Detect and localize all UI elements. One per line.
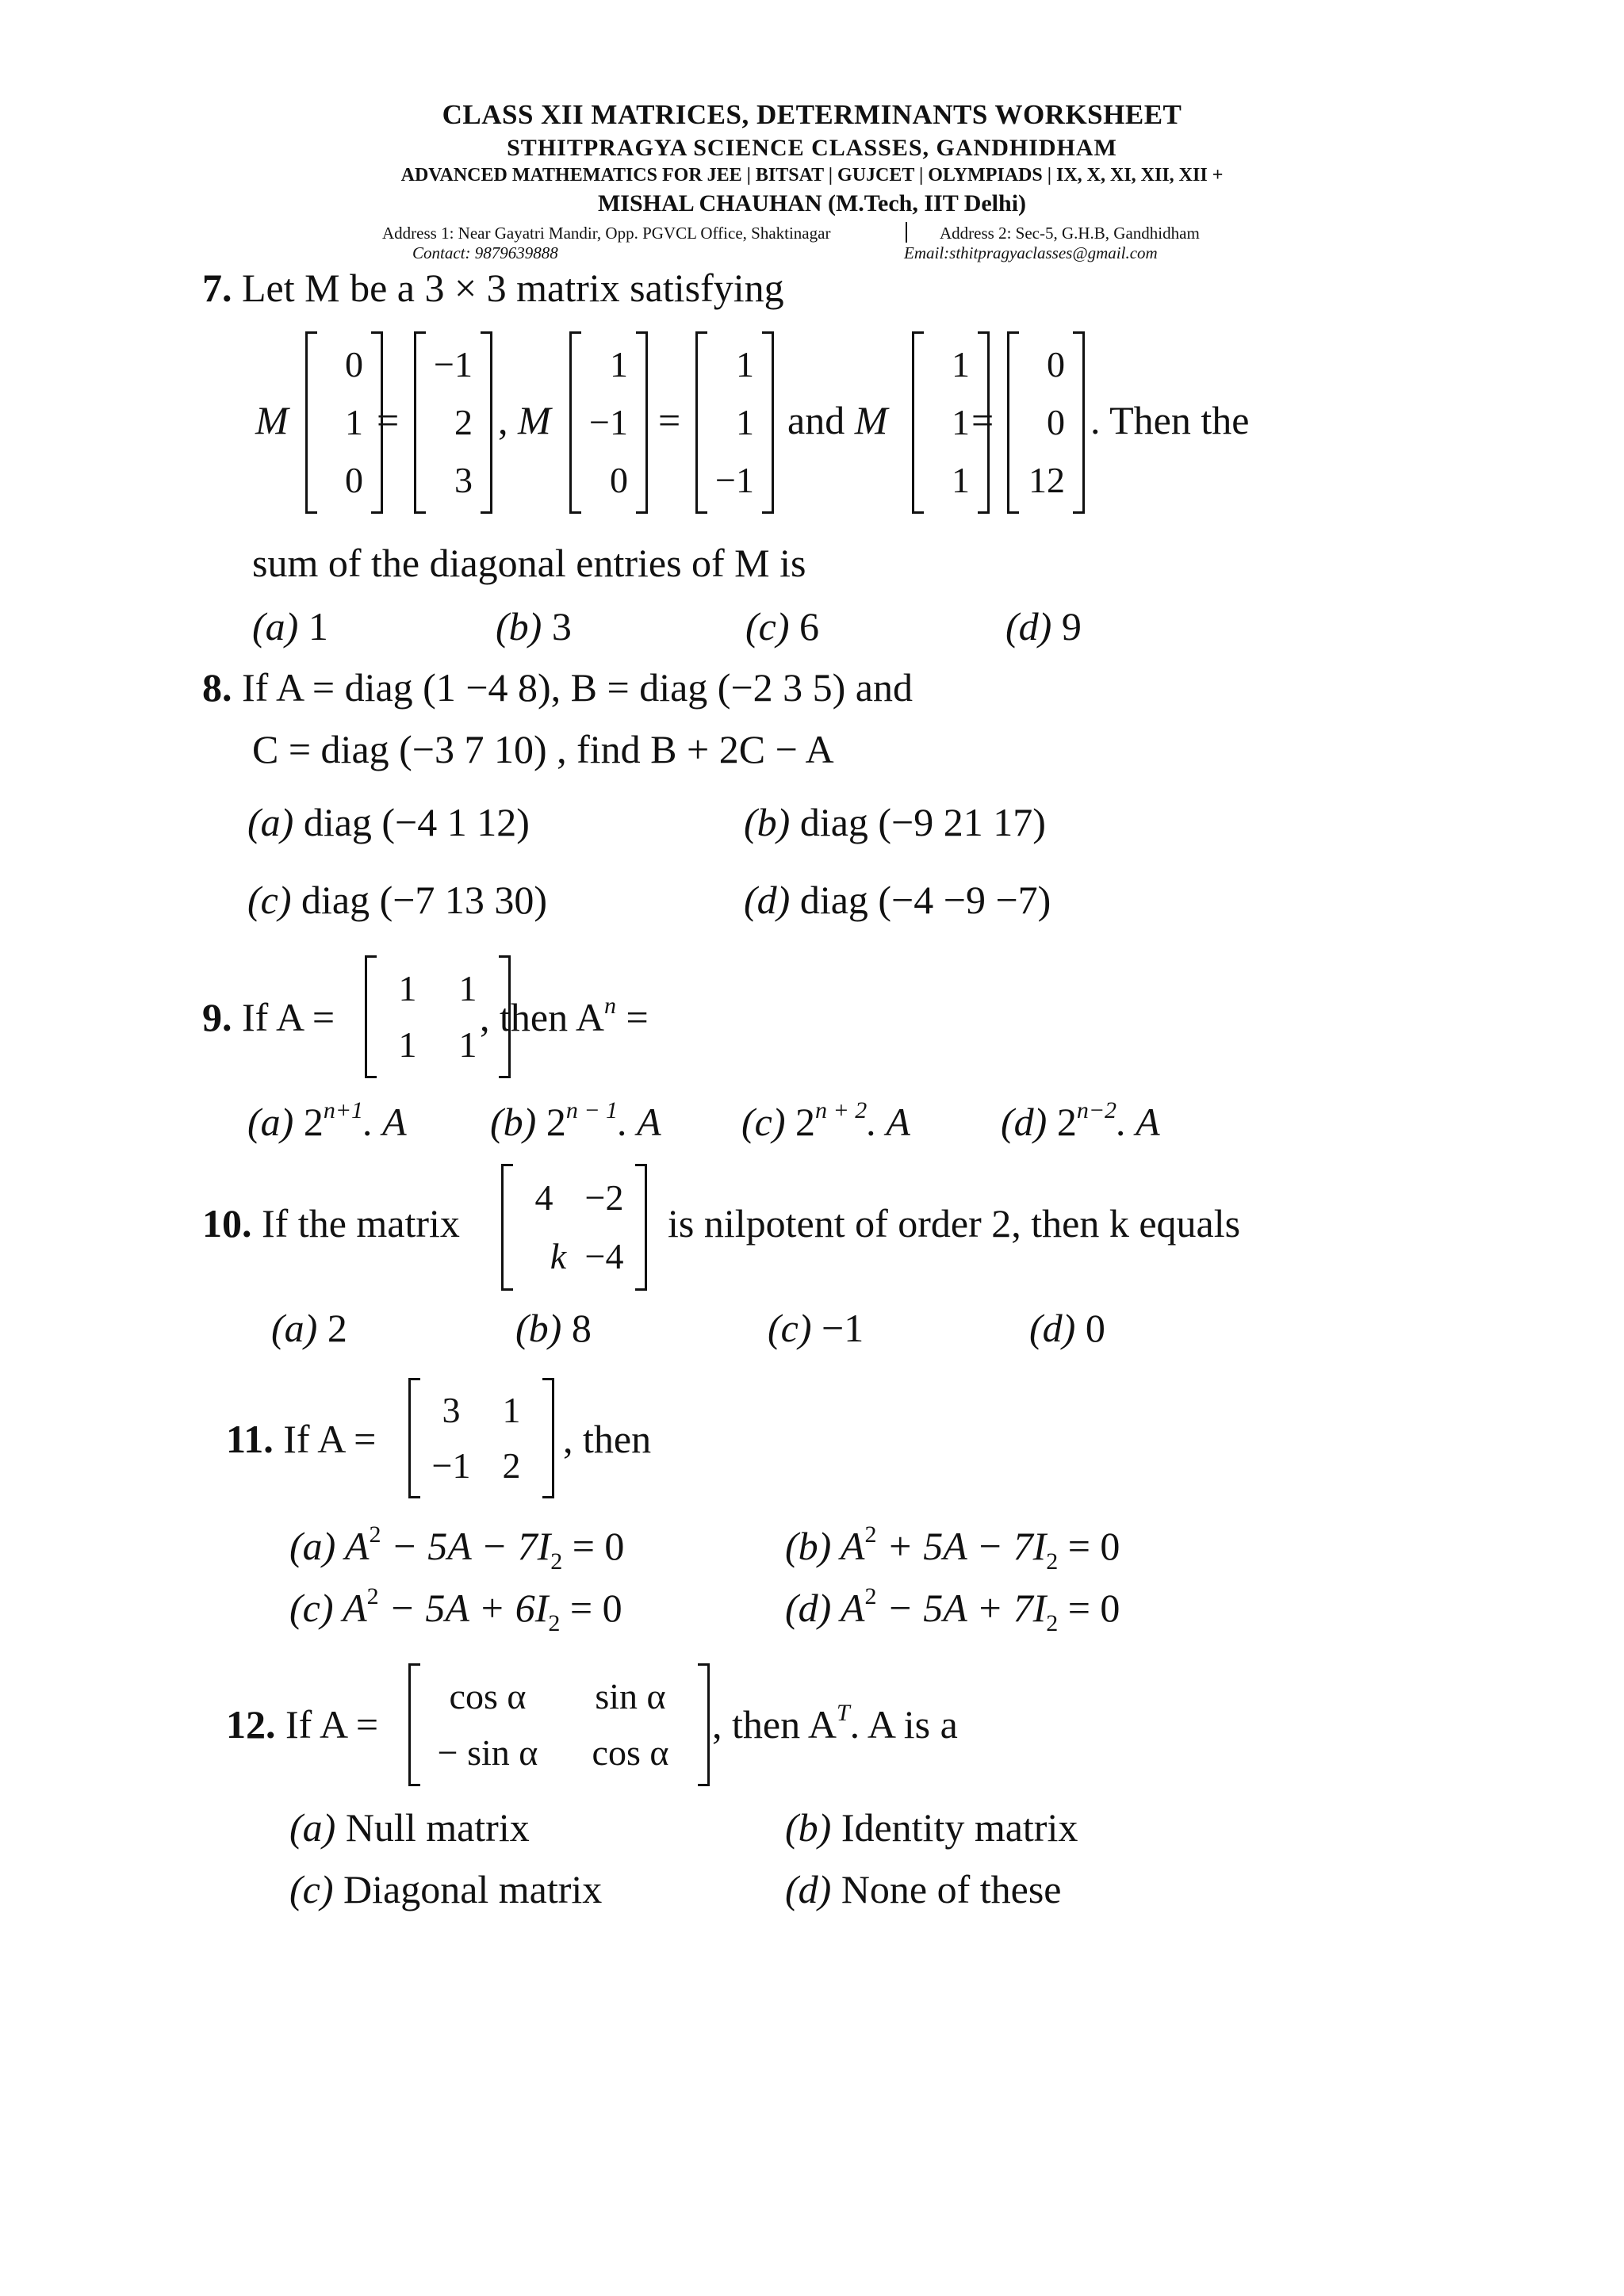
option-a: (a) $2^{n+1}$. A [247,1097,407,1144]
option-d: (d) $2^{n-2}$. A [1001,1097,1160,1144]
option-d: (d) $A^2 - 5A + 7I_2 = 0$ [785,1583,1120,1636]
option-d: (d) None of these [785,1867,1062,1911]
question-12-then: , then $A^T$. A is a [712,1700,958,1747]
tagline: ADVANCED MATHEMATICS FOR JEE | BITSAT | GUJCET | OLYMPIADS | IX, X, XI, XII, XII + [400,165,1224,186]
matrix-a: 1 1 1 1 [365,955,511,1078]
option-c: (c) Diagonal matrix [289,1867,603,1911]
column-vector-3: 1 −1 0 [569,331,648,514]
matrix-symbol-m: M [255,398,289,442]
question-number: 8. [202,665,232,710]
option-d: (d) diag (−4 −9 −7) [744,878,1051,922]
question-9-stem [202,997,335,1037]
question-number: 10. [202,1201,252,1246]
column-vector-5: 1 1 1 [912,331,990,514]
question-number: 7. [202,266,232,310]
option-b: (b) $A^2 + 5A - 7I_2 = 0$ [785,1521,1120,1575]
column-vector-6: 0 0 12 [1007,331,1085,514]
option-d: (d) 9 [1005,604,1082,649]
teacher-name: MISHAL CHAUHAN (M.Tech, IIT Delhi) [597,190,1027,216]
question-9-then: , then $A^n$ = [480,993,649,1039]
institute-name: STHITPRAGYA SCIENCE CLASSES, GANDHIDHAM [507,135,1117,161]
option-a: (a) 2 [271,1306,347,1350]
option-a: (a) 1 [252,604,328,649]
question-8-line-1 [202,665,913,710]
column-vector-1: 0 1 0 [305,331,383,514]
option-a: (a) diag (−4 1 12) [247,800,530,844]
question-8-line-2: C = diag (−3 7 10) , find B + 2C − A [252,727,834,771]
option-b: (b) diag (−9 21 17) [744,800,1046,844]
option-d: (d) 0 [1029,1306,1105,1350]
contact-phone: Contact: 9879639888 [412,243,558,262]
comma-m: , M [498,398,551,442]
contact-email: Email:sthitpragyaclasses@gmail.com [904,243,1158,262]
option-c: (c) $A^2 - 5A + 6I_2 = 0$ [289,1583,622,1636]
option-c: (c) diag (−7 13 30) [247,878,548,922]
option-a: (a) Null matrix [289,1805,530,1850]
column-vector-2: −1 2 3 [414,331,492,514]
question-7-stem [202,268,784,308]
option-b: (b) Identity matrix [785,1805,1078,1850]
option-b: (b) 8 [515,1306,592,1350]
option-c: (c) 6 [745,604,819,649]
question-7-continuation: sum of the diagonal entries of M is [252,541,806,585]
question-number: 9. [202,995,232,1039]
question-text: Let M be a 3 × 3 matrix satisfying [242,266,784,310]
question-12-stem [226,1702,379,1747]
question-text: If A = [285,1702,379,1747]
equals-sign: = [971,398,994,442]
question-text: If A = diag (1 −4 8), B = diag (−2 3 5) and [242,665,913,710]
matrix-a: cos α sin α − sin α cos α [408,1663,710,1786]
question-number: 11. [226,1417,274,1461]
matrix-a: 3 1 −1 2 [408,1378,554,1498]
option-a: (a) $A^2 - 5A - 7I_2 = 0$ [289,1521,625,1575]
option-b: (b) $2^{n - 1}$. A [490,1097,661,1144]
address-2: Address 2: Sec-5, G.H.B, Gandhidham [940,224,1200,243]
and-m: and M [787,398,888,442]
option-b: (b) 3 [496,604,572,649]
question-text: If A = [242,995,335,1039]
question-10-continuation: is nilpotent of order 2, then k equals [668,1201,1241,1246]
address-1: Address 1: Near Gayatri Mandir, Opp. PGVCL Office, Shaktinagar [382,224,831,243]
question-11-then: , then [563,1417,652,1461]
question-text: If A = [283,1417,377,1461]
question-11-stem [226,1419,376,1459]
worksheet-title: CLASS XII MATRICES, DETERMINANTS WORKSHEET [442,99,1182,130]
question-number: 12. [226,1702,276,1747]
address-divider [906,222,907,243]
option-c: (c) −1 [768,1306,864,1350]
matrix-nilpotent: 4 −2 k −4 [501,1164,647,1291]
question-text: If the matrix [262,1201,460,1246]
equals-sign: = [377,398,400,442]
option-c: (c) $2^{n + 2}$. A [741,1097,910,1144]
question-10-stem [202,1201,460,1246]
column-vector-4: 1 1 −1 [695,331,774,514]
equals-sign: = [658,398,681,442]
question-7-then: . Then the [1090,398,1250,442]
